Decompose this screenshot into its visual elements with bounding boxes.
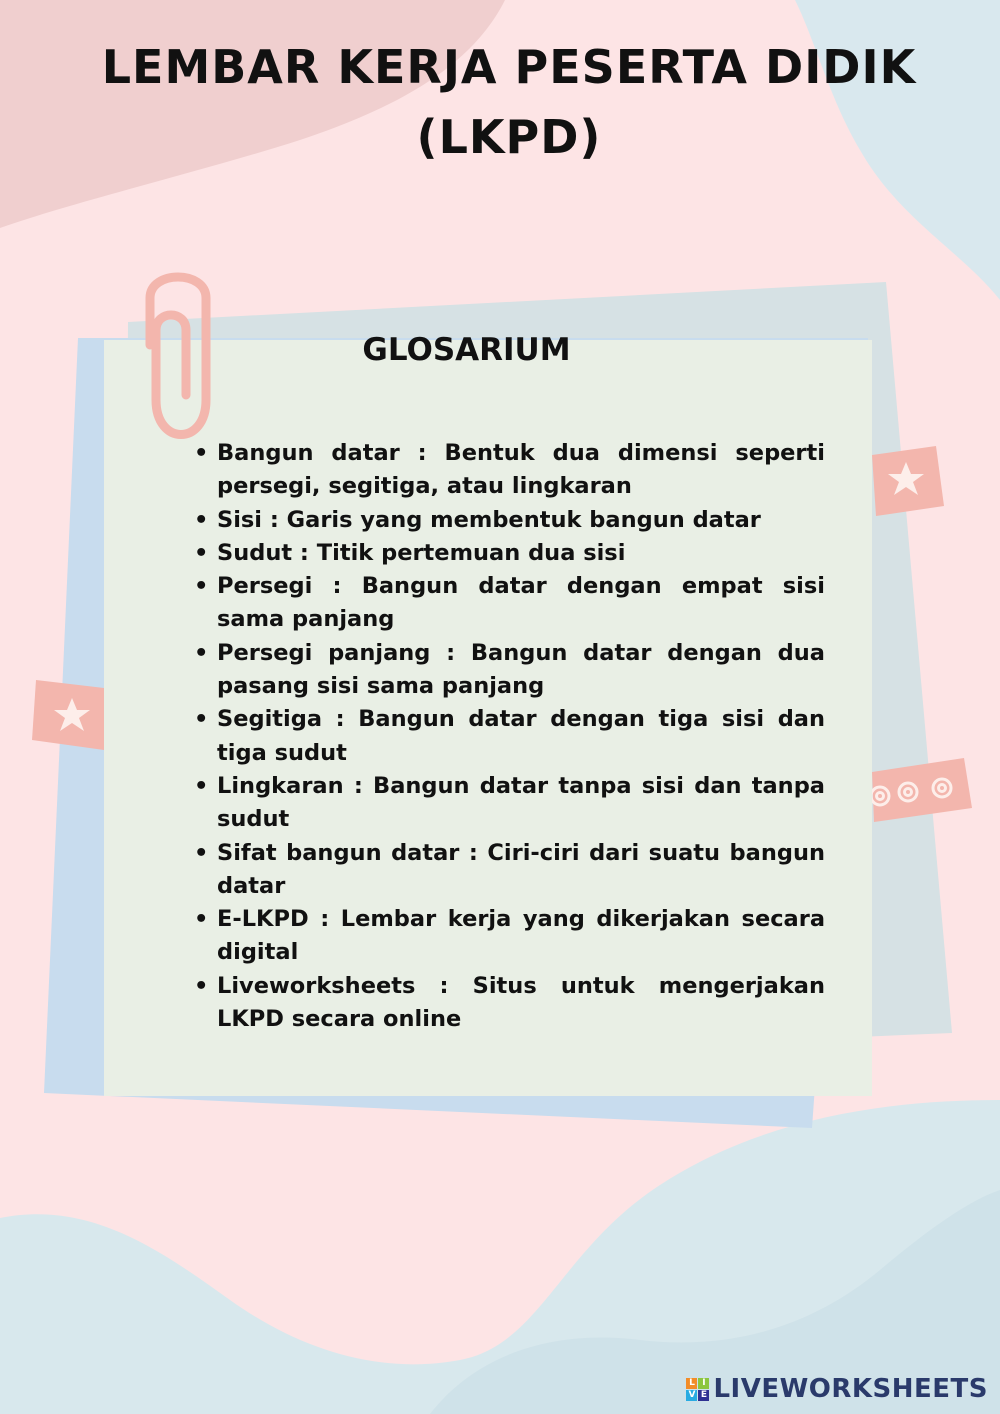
glossary-item: • Persegi : Bangun datar dengan empat sisi sama panjang [192,570,825,637]
page-title-line-1: LEMBAR KERJA PESERTA DIDIK [101,40,917,94]
page-title [0,32,1000,172]
page-title-line-2: (LKPD) [416,110,602,164]
glossary-item: • Sisi : Garis yang membentuk bangun datar [192,504,825,537]
glossary-item: • Lingkaran : Bangun datar tanpa sisi dan tanpa sudut [192,770,825,837]
logo-letter: V [686,1390,697,1401]
glossary-item: • Sifat bangun datar : Ciri-ciri dari suatu bangun datar [192,837,825,904]
glossary-item: • Liveworksheets : Situs untuk mengerjakan LKPD secara online [192,970,825,1037]
logo-letter: L [686,1378,697,1389]
glossary-item: • Segitiga : Bangun datar dengan tiga sisi dan tiga sudut [192,703,825,770]
liveworksheets-brand[interactable] [686,1372,988,1406]
logo-letter: I [698,1378,709,1389]
glossary-heading: GLOSARIUM [362,332,571,368]
glossary-item: • Bangun datar : Bentuk dua dimensi seperti persegi, segitiga, atau lingkaran [192,437,825,504]
brand-name: LIVEWORKSHEETS [713,1374,988,1404]
liveworksheets-logo-icon [686,1378,709,1401]
glossary-item: • Sudut : Titik pertemuan dua sisi [192,537,825,570]
logo-letter: E [698,1390,709,1401]
glossary-item: • E-LKPD : Lembar kerja yang dikerjakan secara digital [192,903,825,970]
glossary-item: • Persegi panjang : Bangun datar dengan dua pasang sisi sama panjang [192,637,825,704]
glossary-list [192,437,825,1036]
